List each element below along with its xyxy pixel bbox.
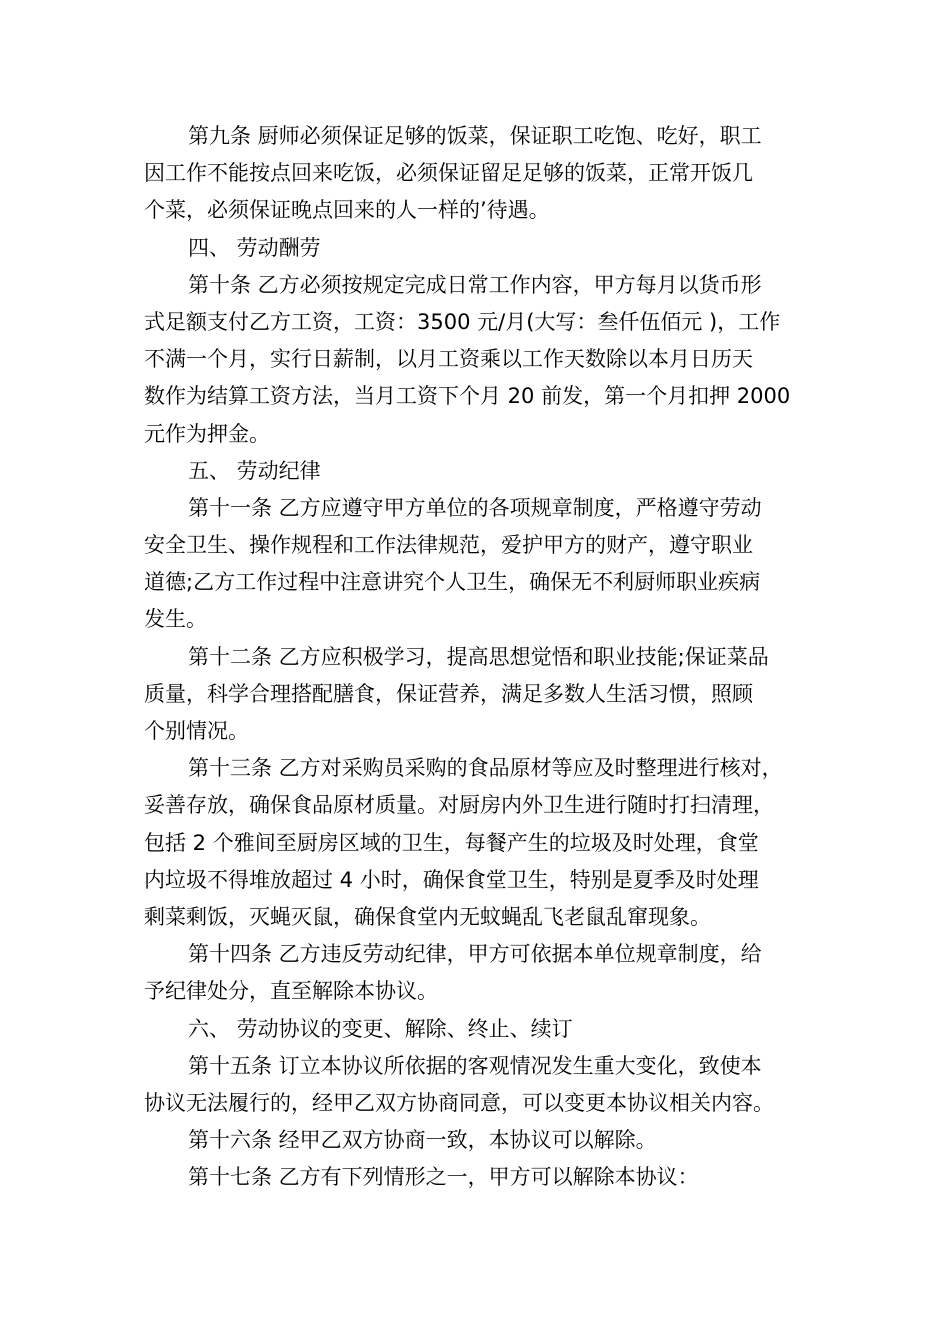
paragraph-line: 第九条 厨师必须保证足够的饭菜，保证职工吃饱、吃好，职工 bbox=[188, 124, 762, 148]
paragraph-line: 因工作不能按点回来吃饭，必须保证留足足够的饭菜，正常开饭几 bbox=[144, 161, 753, 186]
paragraph-line: 个别情况。 bbox=[144, 719, 249, 743]
paragraph-line: 予纪律处分，直至解除本协议。 bbox=[144, 979, 438, 1004]
paragraph-line: 个菜，必须保证晚点回来的人一样的’待遇。 bbox=[144, 198, 550, 223]
paragraph-line: 式足额支付乙方工资，工资：3500 元/月(大写：叁仟伍佰元 )，工作 bbox=[144, 309, 781, 334]
paragraph-line: 第十六条 经甲乙双方协商一致，本协议可以解除。 bbox=[188, 1128, 657, 1153]
paragraph-line: 第十条 乙方必须按规定完成日常工作内容，甲方每月以货币形 bbox=[188, 272, 762, 297]
paragraph-line: 协议无法履行的，经甲乙双方协商同意，可以变更本协议相关内容。 bbox=[144, 1090, 774, 1115]
paragraph-line: 第十五条 订立本协议所依据的客观情况发生重大变化，致使本 bbox=[188, 1053, 762, 1078]
paragraph-line: 质量，科学合理搭配膳食，保证营养，满足多数人生活习惯，照顾 bbox=[144, 681, 753, 706]
paragraph-line: 内垃圾不得堆放超过 4 小时，确保食堂卫生，特别是夏季及时处理 bbox=[144, 867, 759, 892]
section-heading: 四、 劳动酬劳 bbox=[188, 235, 321, 260]
paragraph-line: 包括 2 个雅间至厨房区域的卫生，每餐产生的垃圾及时处理，食堂 bbox=[144, 830, 759, 855]
paragraph-line: 元作为押金。 bbox=[144, 421, 270, 446]
paragraph-line: 第十三条 乙方对采购员采购的食品原材等应及时整理进行核对， bbox=[188, 756, 783, 781]
paragraph-line: 数作为结算工资方法，当月工资下个月 20 前发，第一个月扣押 2000 bbox=[144, 384, 791, 409]
paragraph-line: 第十七条 乙方有下列情形之一，甲方可以解除本协议： bbox=[188, 1165, 699, 1190]
paragraph-line: 妥善存放，确保食品原材质量。对厨房内外卫生进行随时打扫清理， bbox=[144, 793, 774, 818]
paragraph-line: 第十二条 乙方应积极学习，提高思想觉悟和职业技能;保证菜品 bbox=[188, 644, 769, 669]
document-body bbox=[144, 118, 814, 1196]
paragraph-line: 第十一条 乙方应遵守甲方单位的各项规章制度，严格遵守劳动 bbox=[188, 495, 762, 520]
paragraph-line: 不满一个月，实行日薪制，以月工资乘以工作天数除以本月日历天 bbox=[144, 347, 753, 372]
section-heading: 六、 劳动协议的变更、解除、终止、续订 bbox=[188, 1016, 573, 1041]
paragraph-line: 道德;乙方工作过程中注意讲究个人卫生，确保无不利厨师职业疾病 bbox=[144, 570, 761, 595]
paragraph-line: 安全卫生、操作规程和工作法律规范，爱护甲方的财产，遵守职业 bbox=[144, 533, 753, 558]
paragraph-line: 发生。 bbox=[144, 607, 207, 632]
section-heading: 五、 劳动纪律 bbox=[188, 458, 321, 483]
paragraph-line: 剩菜剩饭，灭蝇灭鼠，确保食堂内无蚊蝇乱飞老鼠乱窜现象。 bbox=[144, 904, 711, 929]
paragraph-line: 第十四条 乙方违反劳动纪律，甲方可依据本单位规章制度，给 bbox=[188, 942, 762, 967]
